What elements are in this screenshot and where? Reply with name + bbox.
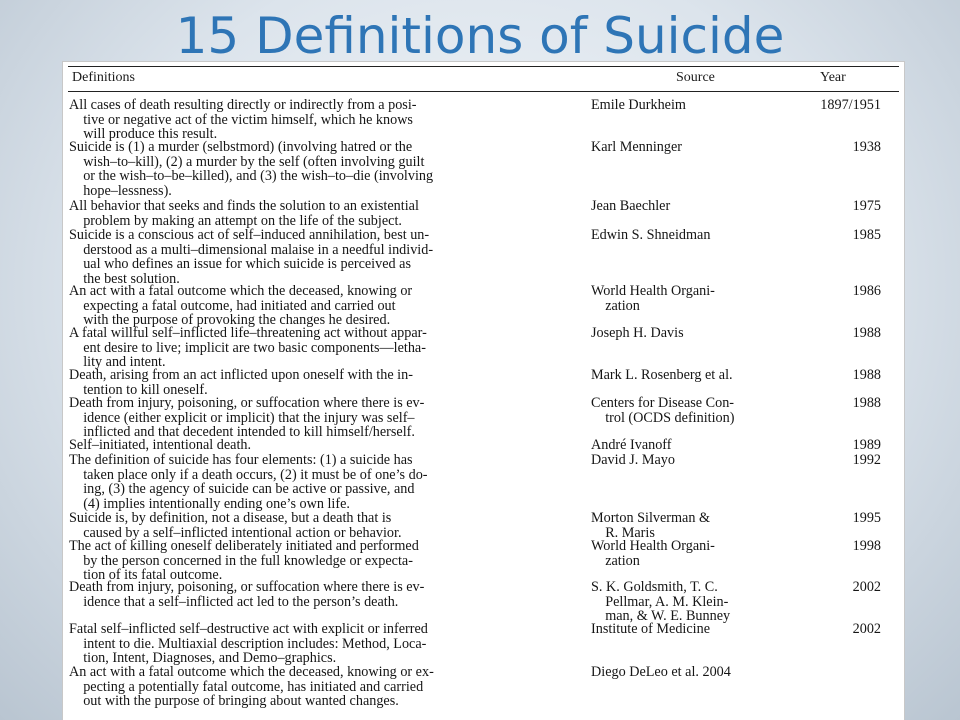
definition-cell: All cases of death resulting directly or indirectly from a posi- tive or negative act of the victim himself, which he knows will produce this result. <box>69 97 417 143</box>
definition-cell: Death from injury, poisoning, or suffocation where there is ev- idence (either explicit or implicit) that the injury was self– inflicted and that decedent intended to kill himself/herself. <box>69 395 425 441</box>
definition-cell: An act with a fatal outcome which the deceased, knowing or ex- pecting a potentially fatal outcome, has initiated and carried out with the purpose of bringing about wanted changes. <box>69 664 434 710</box>
year-cell: 1988 <box>852 325 881 341</box>
year-cell: 1985 <box>852 227 881 243</box>
definition-cell: Death, arising from an act inflicted upon oneself with the in- tention to kill oneself. <box>69 367 413 398</box>
source-cell: S. K. Goldsmith, T. C. Pellmar, A. M. Klein- man, & W. E. Bunney <box>591 579 731 625</box>
definition-cell: A fatal willful self–inflicted life–threatening act without appar- ent desire to live; implicit are two basic components—letha- lity and intent. <box>69 325 427 371</box>
year-cell: 1995 <box>852 510 881 526</box>
table-header-row <box>68 66 899 92</box>
year-cell: 2002 <box>852 621 881 637</box>
source-cell: Edwin S. Shneidman <box>591 227 711 243</box>
year-cell: 1938 <box>852 139 881 155</box>
definition-cell: Suicide is, by definition, not a disease, but a death that is caused by a self–inflicted intentional action or behavior. <box>69 510 402 541</box>
source-cell: World Health Organi- zation <box>591 538 715 569</box>
definition-cell: Fatal self–inflicted self–destructive act with explicit or inferred intent to die. Multiaxial description includes: Method, Loca- tion, Intent, Diagnoses, and Demo–graphics. <box>69 621 428 667</box>
source-cell: David J. Mayo <box>591 452 675 468</box>
source-cell: Emile Durkheim <box>591 97 686 113</box>
source-cell: Mark L. Rosenberg et al. <box>591 367 733 383</box>
year-cell: 1998 <box>852 538 881 554</box>
definition-cell: Self–initiated, intentional death. <box>69 437 252 453</box>
source-cell: World Health Organi- zation <box>591 283 715 314</box>
source-cell: Karl Menninger <box>591 139 683 155</box>
definition-cell: Suicide is a conscious act of self–induced annihilation, best un- derstood as a multi–dimensional malaise in a needful individ- ual who defines an issue for which suicide is perceived as the best solution. <box>69 227 434 287</box>
slide-title: 15 Definitions of Suicide <box>175 7 785 65</box>
year-cell: 1988 <box>852 367 881 383</box>
year-cell: 2002 <box>852 579 881 595</box>
definition-cell: The definition of suicide has four elements: (1) a suicide has taken place only if a death occurs, (2) it must be of one’s do- ing, (3) the agency of suicide can be active or passive, and (4) implies intentionally ending one’s own life. <box>69 452 428 512</box>
source-cell: Jean Baechler <box>591 198 671 214</box>
year-cell: 1988 <box>852 395 881 411</box>
source-cell: Centers for Disease Con- trol (OCDS definition) <box>591 395 735 426</box>
definitions-table <box>63 62 904 720</box>
source-cell: Joseph H. Davis <box>591 325 684 341</box>
header-source: Source <box>676 70 715 85</box>
definition-cell: An act with a fatal outcome which the deceased, knowing or expecting a fatal outcome, had initiated and carried out with the purpose of provoking the changes he desired. <box>69 283 413 329</box>
year-cell: 1992 <box>852 452 881 468</box>
definition-cell: Death from injury, poisoning, or suffocation where there is ev- idence that a self–inflicted act led to the person’s death. <box>69 579 425 610</box>
definition-cell: Suicide is (1) a murder (selbstmord) (involving hatred or the wish–to–kill), (2) a murder by the self (often involving guilt or the wish–to–be–killed), and (3) the wish–to–die (involving hope–lessness). <box>69 139 434 199</box>
source-cell: Morton Silverman & R. Maris <box>591 510 711 541</box>
definition-cell: All behavior that seeks and finds the solution to an existential problem by making an attempt on the life of the subject. <box>69 198 419 229</box>
year-cell: 1897/1951 <box>820 97 881 113</box>
year-cell: 1975 <box>852 198 881 214</box>
year-cell: 1986 <box>852 283 881 299</box>
source-cell: André Ivanoff <box>591 437 672 453</box>
header-definitions: Definitions <box>72 70 135 85</box>
definition-cell: The act of killing oneself deliberately initiated and performed by the person concerned in the full knowledge or expecta- tion of its fatal outcome. <box>69 538 419 584</box>
header-year: Year <box>820 70 846 85</box>
source-cell: Institute of Medicine <box>591 621 710 637</box>
source-cell: Diego DeLeo et al. 2004 <box>591 664 731 680</box>
year-cell: 1989 <box>852 437 881 453</box>
